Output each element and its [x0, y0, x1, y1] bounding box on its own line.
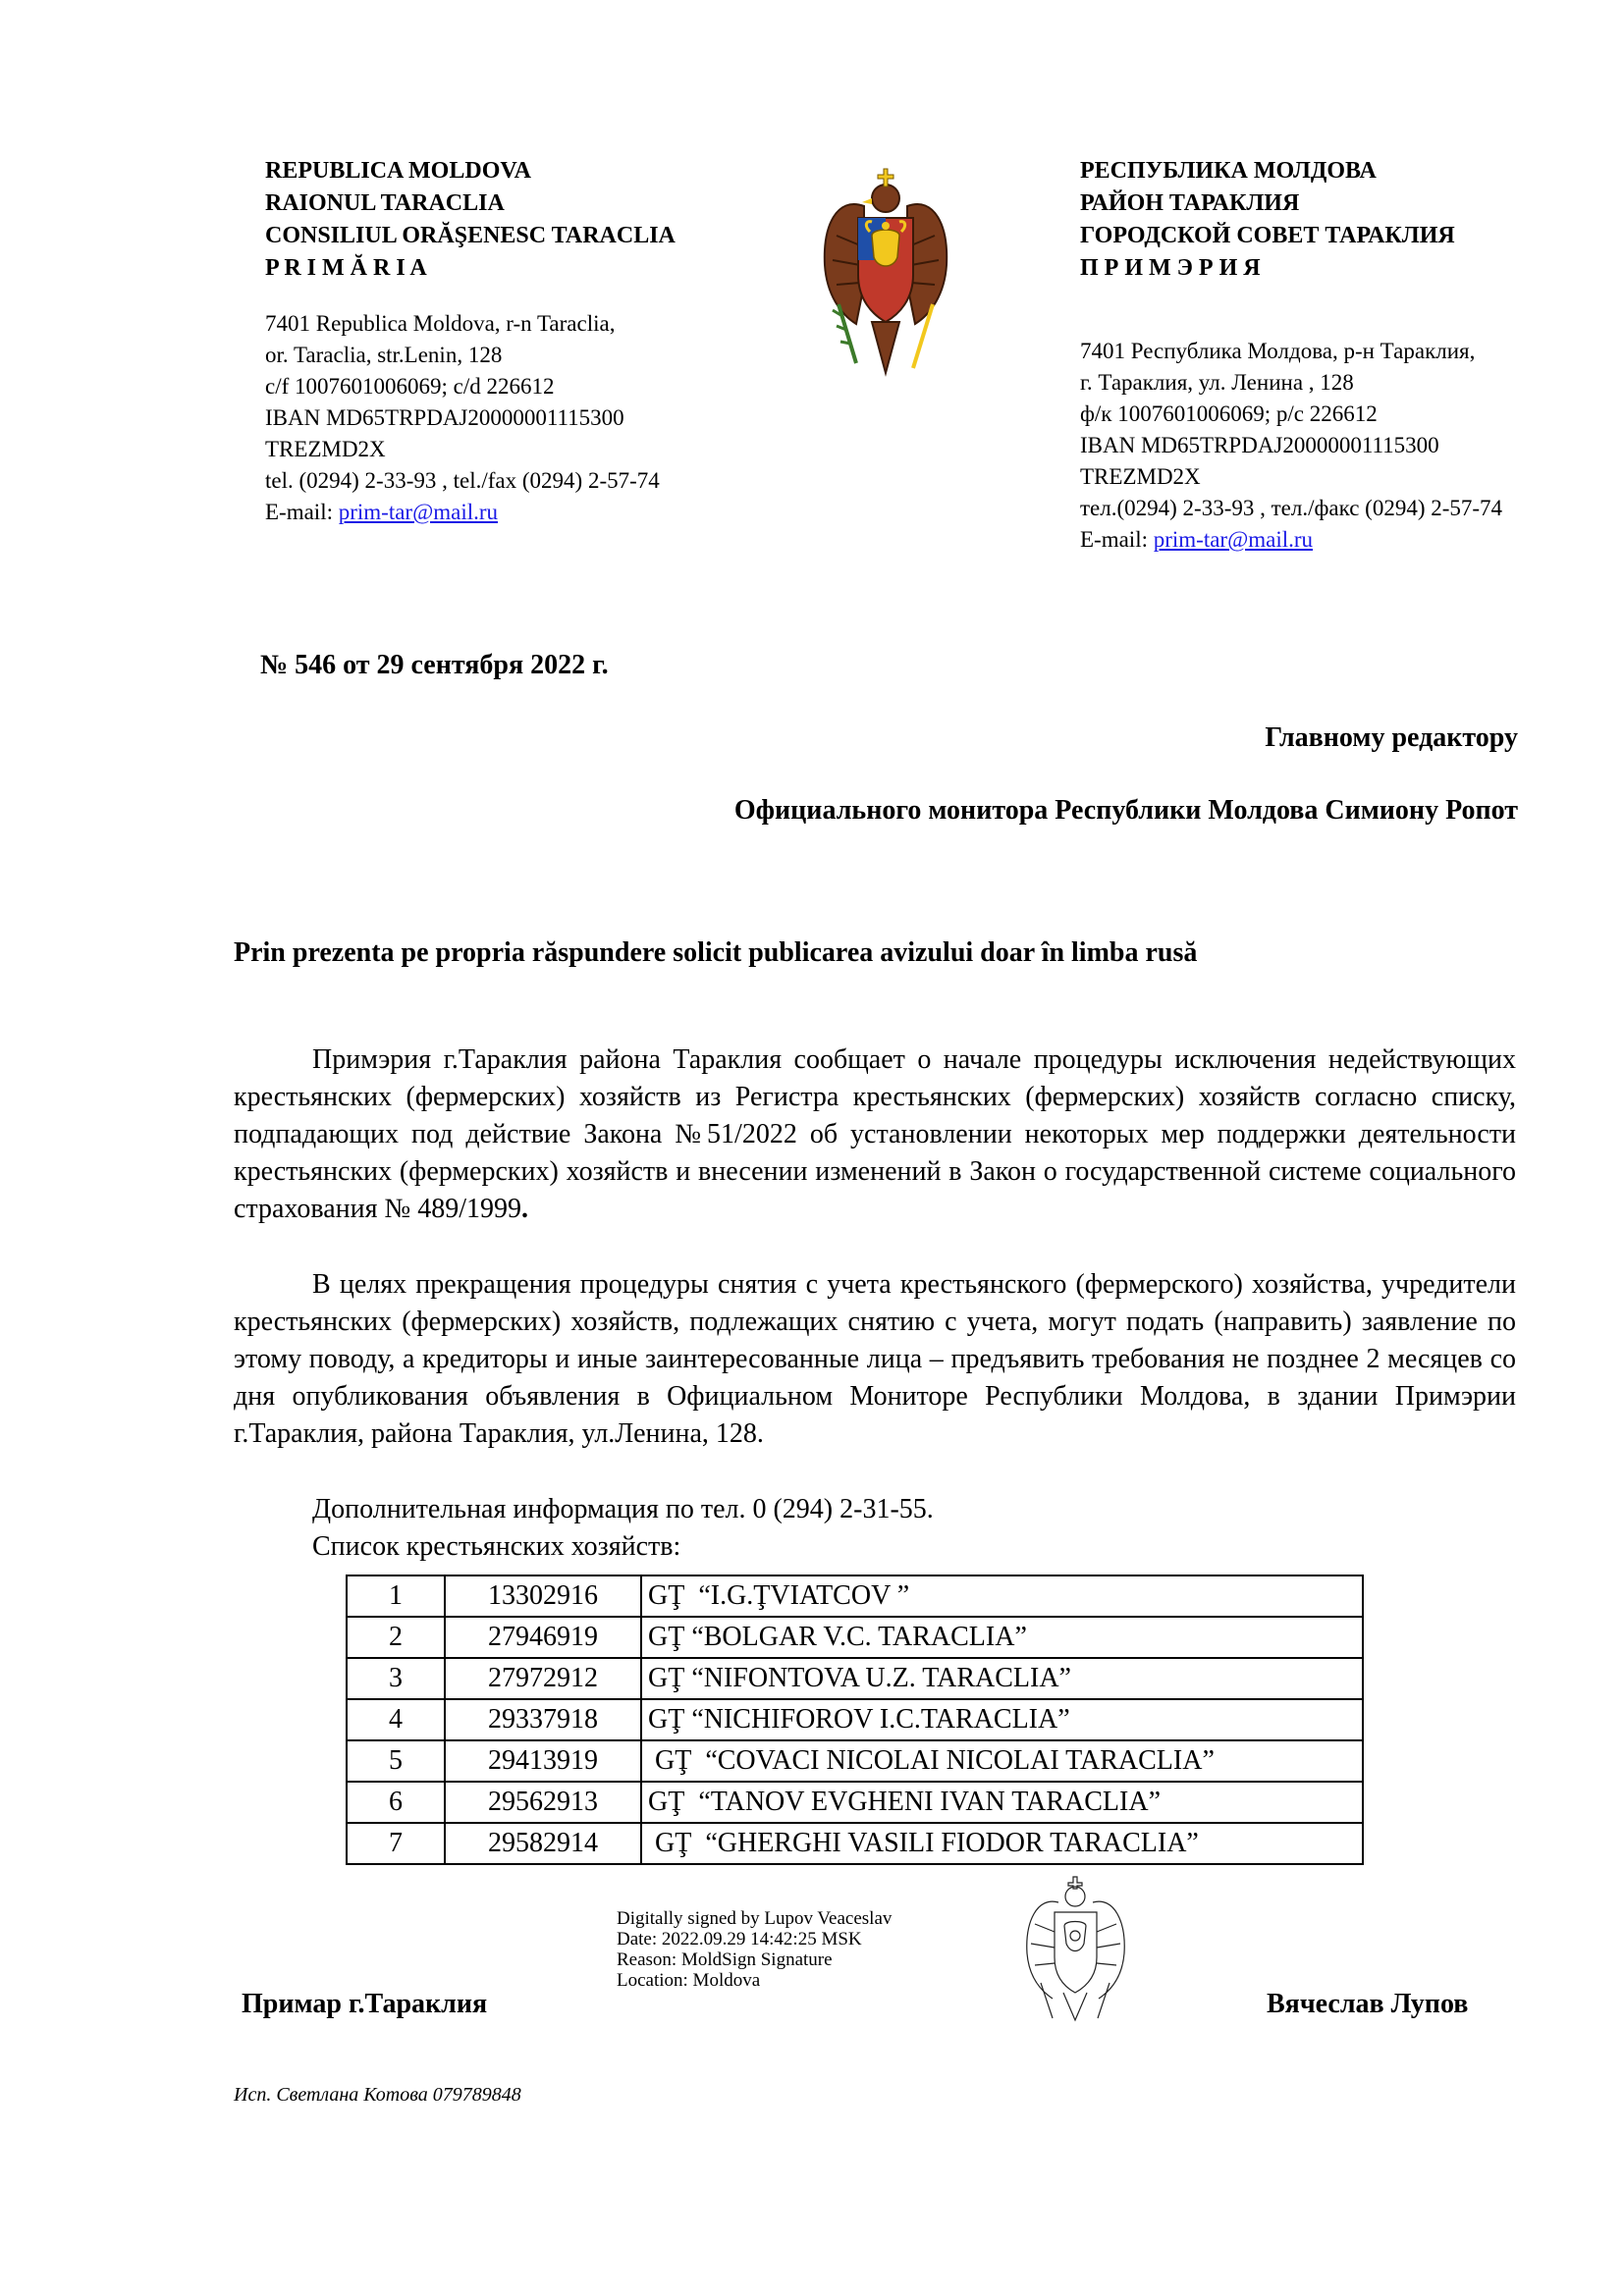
farm-name-cell: GŢ “COVACI NICOLAI NICOLAI TARACLIA”	[641, 1740, 1363, 1782]
farm-number-cell: 7	[347, 1823, 445, 1864]
header-left-phone: tel. (0294) 2-33-93 , tel./fax (0294) 2-57-74	[265, 468, 660, 493]
signature-date: Date: 2022.09.29 14:42:25 MSK	[617, 1929, 862, 1949]
email-link[interactable]: prim-tar@mail.ru	[338, 500, 499, 524]
email-link[interactable]: prim-tar@mail.ru	[1153, 527, 1314, 552]
email-label: E-mail:	[265, 500, 339, 524]
farm-name-cell: GŢ “BOLGAR V.C. TARACLIA”	[641, 1617, 1363, 1658]
table-row	[347, 1617, 1363, 1658]
header-left-address-1: 7401 Republica Moldova, r-n Taraclia,	[265, 311, 616, 336]
header-right-country: РЕСПУБЛИКА МОЛДОВА	[1080, 158, 1377, 184]
table-row	[347, 1575, 1363, 1617]
digital-signature-info	[617, 1908, 892, 1991]
farm-code-cell: 27972912	[445, 1658, 641, 1699]
farms-table	[346, 1575, 1364, 1865]
header-right-district: РАЙОН ТАРАКЛИЯ	[1080, 190, 1300, 216]
paragraph-1-text: Примэрия г.Тараклия района Тараклия сообщает о начале процедуры исключения недействующих крестьянских (фермерских) хозяйств из Регистра крестьянских (фермерских) хозяйств согласно списку, подпадающих под действие Закона №51/2022 об установлении некоторых мер поддержки деятельности крестьянских (фермерских) хозяйств и внесении изменений в Закон о государственной системе социального страхования № 489/1999	[234, 1044, 1516, 1224]
paragraph-1-end: .	[521, 1194, 528, 1224]
additional-info: Дополнительная информация по тел. 0 (294) 2-31-55.	[312, 1494, 934, 1524]
header-right	[1080, 155, 1502, 556]
table-row	[347, 1740, 1363, 1782]
farm-number-cell: 2	[347, 1617, 445, 1658]
paragraph-2	[234, 1266, 1516, 1453]
header-left-council: CONSILIUL ORĂŞENESC TARACLIA	[265, 223, 676, 248]
table-row	[347, 1782, 1363, 1823]
executor-note: Исп. Светлана Котова 079789848	[234, 2084, 521, 2106]
publication-request: Prin prezenta pe propria răspundere solicit publicarea avizului doar în limba rusă	[234, 937, 1198, 968]
farm-number-cell: 6	[347, 1782, 445, 1823]
table-row	[347, 1658, 1363, 1699]
header-left	[265, 155, 676, 528]
header-left-office: P R I M Ă R I A	[265, 255, 427, 281]
header-right-fiscal: ф/к 1007601006069; р/с 226612	[1080, 401, 1378, 426]
farm-number-cell: 5	[347, 1740, 445, 1782]
reference-number: № 546 от 29 сентября 2022 г.	[260, 650, 609, 680]
header-left-treasury: TREZMD2X	[265, 437, 386, 461]
header-right-email-row	[1080, 524, 1502, 556]
farm-name-cell: GŢ “NIFONTOVA U.Z. TARACLIA”	[641, 1658, 1363, 1699]
header-right-council: ГОРОДСКОЙ СОВЕТ ТАРАКЛИЯ	[1080, 223, 1455, 248]
paragraph-1	[234, 1041, 1516, 1228]
paragraph-2-text: В целях прекращения процедуры снятия с учета крестьянского (фермерского) хозяйства, учредители крестьянских (фермерских) хозяйств, подлежащих снятию с учета, могут подать (направить) заявление по этому поводу, а кредиторы и иные заинтересованные лица – предъявить требования не позднее 2 месяцев со дня опубликования объявления в Официальном Мониторе Республики Молдова, в здании Примэрии г.Тараклия, района Тараклия, ул.Ленина, 128.	[234, 1269, 1516, 1449]
signer-name: Вячеслав Лупов	[1267, 1989, 1469, 2019]
table-row	[347, 1699, 1363, 1740]
farm-code-cell: 29413919	[445, 1740, 641, 1782]
coat-of-arms-icon	[817, 167, 954, 388]
header-left-address-2: or. Taraclia, str.Lenin, 128	[265, 343, 503, 367]
header-left-district: RAIONUL TARACLIA	[265, 190, 505, 216]
header-right-treasury: TREZMD2X	[1080, 464, 1201, 489]
header-left-fiscal: c/f 1007601006069; c/d 226612	[265, 374, 555, 399]
header-right-office: П Р И М Э Р И Я	[1080, 255, 1261, 281]
farm-name-cell: GŢ “TANOV EVGHENI IVAN TARACLIA”	[641, 1782, 1363, 1823]
addressee-title: Главному редактору	[1265, 722, 1518, 753]
signer-position: Примар г.Тараклия	[242, 1989, 488, 2019]
farm-code-cell: 27946919	[445, 1617, 641, 1658]
addressee-recipient: Официального монитора Республики Молдова Симиону Ропот	[733, 795, 1518, 826]
farm-code-cell: 29562913	[445, 1782, 641, 1823]
farm-name-cell: GŢ “I.G.ŢVIATCOV ”	[641, 1575, 1363, 1617]
signature-location: Location: Moldova	[617, 1970, 761, 1991]
farm-name-cell: GŢ “GHERGHI VASILI FIODOR TARACLIA”	[641, 1823, 1363, 1864]
header-right-address-1: 7401 Республика Молдова, р-н Тараклия,	[1080, 339, 1476, 363]
farm-code-cell: 13302916	[445, 1575, 641, 1617]
signature-reason: Reason: MoldSign Signature	[617, 1949, 833, 1970]
list-title: Список крестьянских хозяйств:	[312, 1531, 681, 1562]
header-right-address-2: г. Тараклия, ул. Ленина , 128	[1080, 370, 1354, 395]
farm-name-cell: GŢ “NICHIFOROV I.C.TARACLIA”	[641, 1699, 1363, 1740]
header-left-iban: IBAN MD65TRPDAJ20000001115300	[265, 405, 624, 430]
farm-number-cell: 4	[347, 1699, 445, 1740]
farm-number-cell: 3	[347, 1658, 445, 1699]
stamp-icon	[1019, 1875, 1132, 2022]
header-right-phone: тел.(0294) 2-33-93 , тел./факс (0294) 2-57-74	[1080, 496, 1503, 520]
header-right-iban: IBAN MD65TRPDAJ20000001115300	[1080, 433, 1439, 457]
signature-signed-by: Digitally signed by Lupov Veaceslav	[617, 1908, 893, 1929]
farm-code-cell: 29582914	[445, 1823, 641, 1864]
farm-code-cell: 29337918	[445, 1699, 641, 1740]
header-left-email-row	[265, 497, 676, 528]
farm-number-cell: 1	[347, 1575, 445, 1617]
email-label: E-mail:	[1080, 527, 1154, 552]
header-left-country: REPUBLICA MOLDOVA	[265, 158, 531, 184]
table-row	[347, 1823, 1363, 1864]
